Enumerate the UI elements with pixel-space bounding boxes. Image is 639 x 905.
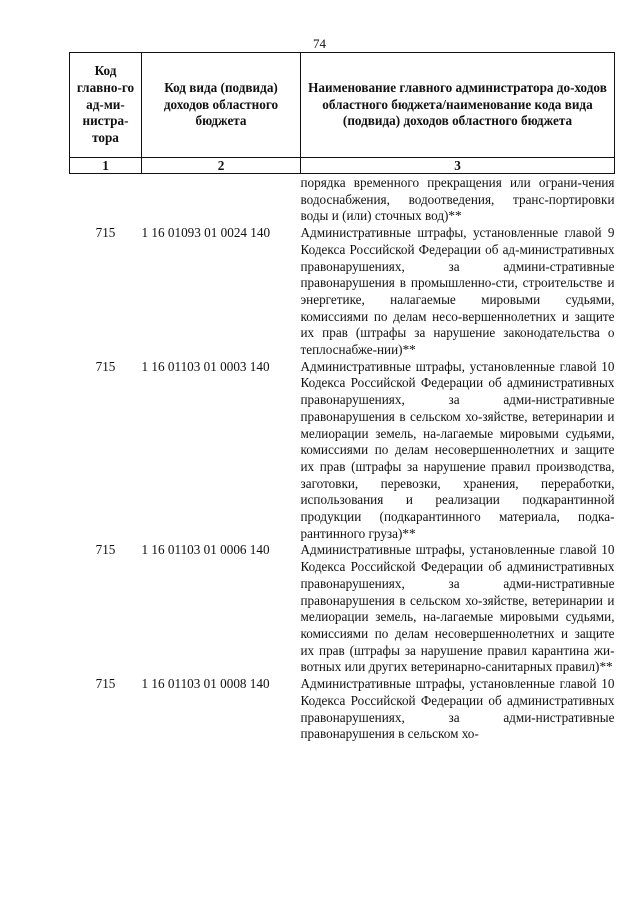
revenue-code-cell: 1 16 01103 01 0008 140 <box>141 676 270 692</box>
table-row <box>70 225 615 359</box>
admin-code-cell: 715 <box>95 542 116 558</box>
revenue-code-cell: 1 16 01103 01 0003 140 <box>141 358 270 374</box>
revenue-name-cell: Административные штрафы, установленные главой 9 Кодекса Российской Федерации об ад-министративных правонарушениях, за админи-стративные правонарушения в промышленно-сти, строительстве и энергетике, налагаемые мировыми судьями, комиссиями по делам несо-вершеннолетних и защите их прав (штрафы за нарушение законодательства о теплоснабже-нии)** <box>300 225 615 358</box>
continuation-row <box>70 174 615 226</box>
header-name: Наименование главного администратора до-ходов областного бюджета/наименование кода вида (подвида) доходов областного бюджета <box>301 53 615 158</box>
admin-code-cell: 715 <box>95 225 116 241</box>
table-row <box>70 676 615 743</box>
column-number-1: 1 <box>70 158 142 174</box>
revenue-code-cell: 1 16 01093 01 0024 140 <box>141 225 271 241</box>
revenue-codes-table <box>69 52 615 743</box>
header-revenue-code: Код вида (подвида) доходов областного бюджета <box>142 53 301 158</box>
table-row <box>70 542 615 676</box>
revenue-code-cell: 1 16 01103 01 0006 140 <box>141 542 270 558</box>
admin-code-cell: 715 <box>95 358 116 374</box>
column-number-2: 2 <box>142 158 301 174</box>
column-number-3: 3 <box>301 158 615 174</box>
continuation-text: порядка временного прекращения или ограни-чения водоснабжения, водоотведения, транс-портировки воды и (или) сточных вод)** <box>300 175 615 224</box>
table-header-row <box>70 53 615 158</box>
table-row <box>70 359 615 543</box>
admin-code-cell: 715 <box>95 676 116 692</box>
revenue-name-cell: Административные штрафы, установленные главой 10 Кодекса Российской Федерации об административных правонарушениях, за адми-нистративные правонарушения в сельском хо- <box>300 676 615 742</box>
page-number: 74 <box>313 36 326 51</box>
revenue-name-cell: Административные штрафы, установленные главой 10 Кодекса Российской Федерации об административных правонарушениях, за адми-нистративные правонарушения в сельском хо-зяйстве, ветеринарии и мелиорации земель, на-лагаемые мировыми судьями, комиссиями по делам несовершеннолетних и защите их прав (штрафы за нарушение правил производства, заготовки, перевозки, хранения, переработки, использования и реализации подкарантинной продукции (подкарантинного материала, подка-рантинного груза)** <box>300 358 615 541</box>
revenue-name-cell: Административные штрафы, установленные главой 10 Кодекса Российской Федерации об административных правонарушениях, за адми-нистративные правонарушения в сельском хо-зяйстве, ветеринарии и мелиорации земель, на-лагаемые мировыми судьями, комиссиями по делам несовершеннолетних и защите их прав (штрафы за нарушение правил карантина жи-вотных или других ветеринарно-санитарных правил)** <box>300 542 615 675</box>
header-admin-code: Код главно-го ад-ми-нистра-тора <box>70 53 142 158</box>
column-number-row <box>70 158 615 174</box>
